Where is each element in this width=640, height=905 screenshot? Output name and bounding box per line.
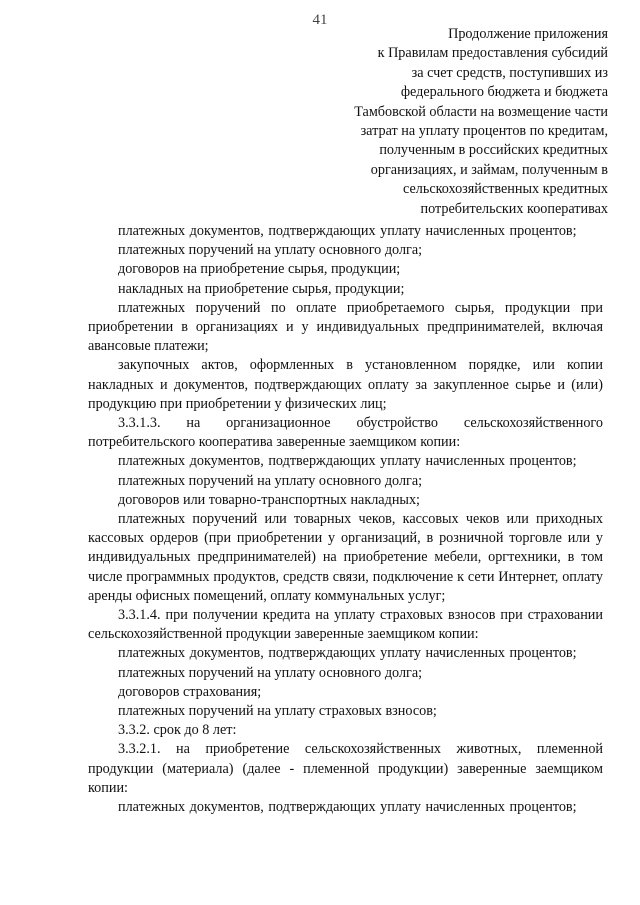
- paragraph: 3.3.2. срок до 8 лет:: [118, 722, 237, 739]
- paragraph: платежных документов, подтверждающих уплату начисленных процентов;: [118, 645, 577, 662]
- paragraph: платежных документов, подтверждающих уплату начисленных процентов;: [118, 223, 577, 239]
- header-line: федерального бюджета и бюджета: [400, 84, 608, 101]
- paragraph: договоров на приобретение сырья, продукции;: [118, 261, 401, 278]
- header-line: затрат на уплату процентов по кредитам,: [360, 123, 608, 140]
- appendix-header: [308, 25, 608, 219]
- header-line: Тамбовской области на возмещение части: [354, 103, 608, 120]
- paragraph: платежных поручений или товарных чеков, кассовых чеков или приходных кассовых ордеров (при приобретении у организаций, в розничной торговле или у индивидуальных предпринимателей) на приобретение мебели, оргтехники, в том числе программных продуктов, средств связи, подключение к сети Интернет, оплату аренды офисных помещений, оплату коммунальных услуг;: [88, 511, 603, 604]
- page-number: 41: [312, 12, 328, 28]
- header-line: сельскохозяйственных кредитных: [403, 181, 608, 198]
- paragraph: 3.3.1.3. на организационное обустройство сельскохозяйственного потребительского кооператива заверенные заемщиком копии:: [88, 415, 603, 451]
- header-line: за счет средств, поступивших из: [411, 64, 608, 81]
- paragraph: закупочных актов, оформленных в установленном порядке, или копии накладных и документов, подтверждающих оплату за закупленное сырье и (или) продукцию при приобретении у физических лиц;: [88, 357, 603, 412]
- header-line: Продолжение приложения: [448, 26, 608, 42]
- document-body: [88, 222, 603, 817]
- paragraph: накладных на приобретение сырья, продукции;: [118, 280, 405, 297]
- header-line: полученным в российских кредитных: [379, 142, 608, 159]
- paragraph: платежных поручений на уплату страховых взносов;: [118, 703, 437, 720]
- paragraph: платежных поручений по оплате приобретаемого сырья, продукции при приобретении в организациях и у индивидуальных предпринимателей, включая авансовые платежи;: [88, 299, 603, 355]
- paragraph: 3.3.1.4. при получении кредита на уплату страховых взносов при страховании сельскохозяйственной продукции заверенные заемщиком копии:: [88, 607, 603, 643]
- paragraph: платежных поручений на уплату основного долга;: [118, 472, 423, 489]
- paragraph: платежных документов, подтверждающих уплату начисленных процентов;: [118, 453, 577, 470]
- paragraph: платежных поручений на уплату основного долга;: [118, 664, 423, 681]
- paragraph: договоров или товарно-транспортных накладных;: [118, 491, 420, 508]
- header-line: к Правилам предоставления субсидий: [377, 45, 608, 62]
- paragraph: 3.3.2.1. на приобретение сельскохозяйственных животных, племенной продукции (материала) (далее - племенной продукции) заверенные заемщиком копии:: [88, 741, 603, 796]
- paragraph: платежных документов, подтверждающих уплату начисленных процентов;: [118, 799, 577, 816]
- header-line: потребительских кооперативах: [420, 200, 608, 217]
- paragraph: договоров страхования;: [118, 683, 262, 700]
- header-line: организациях, и займам, полученным в: [370, 161, 608, 178]
- paragraph: платежных поручений на уплату основного долга;: [118, 242, 423, 259]
